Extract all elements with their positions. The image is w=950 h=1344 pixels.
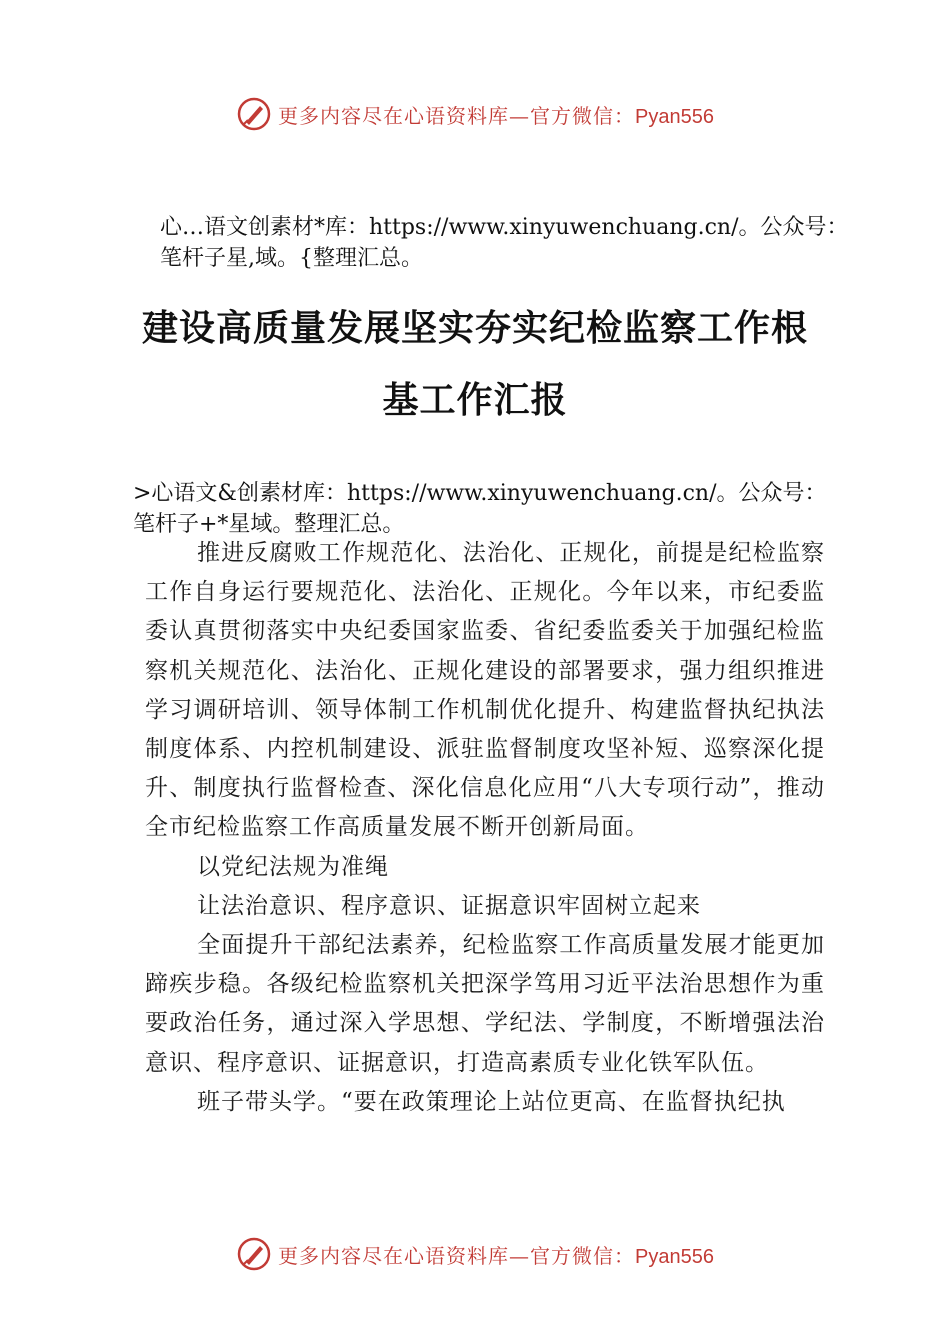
- banner-site-text: 更多内容尽在心语资料库—官方微信：: [278, 1243, 636, 1268]
- document-title-line-2: 基工作汇报: [382, 379, 568, 421]
- writing-pen-logo-icon: [236, 1236, 272, 1272]
- document-body: [145, 534, 825, 1122]
- source-note-top: 心…语文创素材*库：https://www.xinyuwenchuang.cn/。公众号：笔杆子星,域。{整理汇总。: [160, 215, 849, 271]
- banner-label: [278, 1240, 714, 1269]
- footer-banner: [0, 1232, 950, 1276]
- banner-site-text: 更多内容尽在心语资料库—官方微信：: [278, 103, 636, 128]
- banner-contact: Pyan556: [635, 105, 714, 128]
- paragraph-leadership: 班子带头学。“要在政策理论上站位更高、在监督执纪执: [197, 1088, 786, 1115]
- writing-pen-logo-icon: [236, 96, 272, 132]
- paragraph-quality: 全面提升干部纪法素养，纪检监察工作高质量发展才能更加蹄疾步稳。各级纪检监察机关把深学笃用习近平法治思想作为重要政治任务，通过深入学思想、学纪法、学制度，不断增强法治意识、程序意识、证据意识，打造高素质专业化铁军队伍。: [145, 932, 825, 1076]
- source-note-body: >心语文&创素材库：https://www.xinyuwenchuang.cn/。公众号：笔杆子+*星域。整理汇总。: [133, 481, 827, 537]
- section-subheading: 让法治意识、程序意识、证据意识牢固树立起来: [197, 892, 701, 919]
- section-heading: 以党纪法规为准绳: [197, 853, 389, 880]
- document-title-line-1: 建设高质量发展坚实夯实纪检监察工作根: [141, 307, 808, 349]
- banner-label: [278, 100, 714, 129]
- paragraph-intro: 推进反腐败工作规范化、法治化、正规化，前提是纪检监察工作自身运行要规范化、法治化、正规化。今年以来，市纪委监委认真贯彻落实中央纪委国家监委、省纪委监委关于加强纪检监察机关规范化、法治化、正规化建设的部署要求，强力组织推进学习调研培训、领导体制工作机制优化提升、构建监督执纪执法制度体系、内控机制建设、派驻监督制度攻坚补短、巡察深化提升、制度执行监督检查、深化信息化应用“八大专项行动”，推动全市纪检监察工作高质量发展不断开创新局面。: [145, 540, 825, 841]
- header-banner: [0, 92, 950, 136]
- banner-contact: Pyan556: [635, 1245, 714, 1268]
